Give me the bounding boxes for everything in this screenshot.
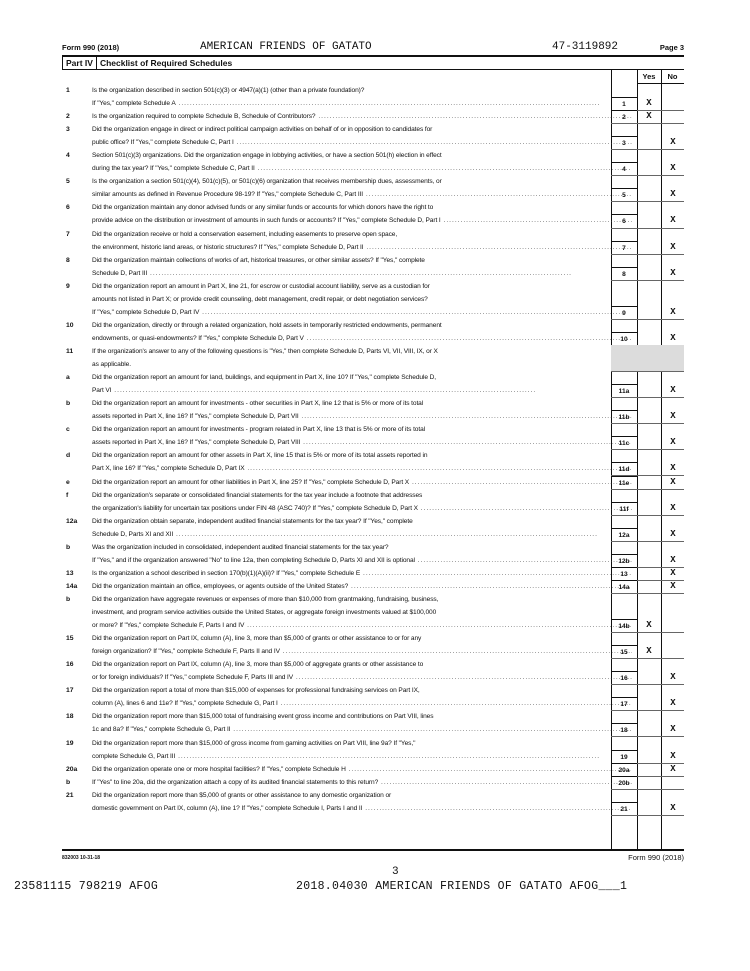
question-line: Part X, line 16? If "Yes," complete Schedule D, Part IX .....: [92, 462, 632, 475]
question-line: Did the organization report an amount for land, buildings, and equipment in Part X, line 10? If "Yes," complete Schedule D,: [92, 374, 437, 382]
checklist-row: [62, 254, 684, 280]
question-line: Section 501(c)(3) organizations. Did the organization engage in lobbying activities, or have a section 501(h) election in effect: [92, 152, 442, 160]
question-line: Did the organization report an amount for investments - program related in Part X, line 13 that is 5% or more of its total: [92, 426, 426, 434]
question-text: [92, 789, 632, 815]
question-line: column (A), lines 6 and 11e? If "Yes," complete Schedule G, Part I .....: [92, 697, 632, 710]
part-heading: [62, 56, 232, 68]
checklist-row: [62, 632, 684, 658]
line-code: 7: [611, 241, 637, 255]
no-checkbox[interactable]: X: [670, 241, 676, 252]
checklist-row: [62, 319, 684, 345]
question-text: [92, 541, 632, 567]
line-code: 8: [611, 267, 637, 281]
question-line: Did the organization report an amount for other assets in Part X, line 15 that is 5% or more of its total assets reported in: [92, 452, 428, 460]
question-line: amounts not listed in Part X; or provide credit counseling, debt management, credit repair, or debt negotiation services?: [92, 295, 428, 303]
question-text: [92, 280, 632, 319]
checklist-row: [62, 423, 684, 449]
question-line: foreign organization? If "Yes," complete Schedule F, Parts II and IV .....: [92, 645, 632, 658]
checklist-row: [62, 149, 684, 175]
question-text: [92, 149, 632, 175]
question-line: Schedule D, Parts XI and XII .....: [92, 528, 632, 541]
line-number: d: [66, 452, 71, 460]
question-line: Did the organization obtain separate, independent audited financial statements for the tax year? If "Yes," complete: [92, 517, 413, 525]
checklist-row: [62, 684, 684, 710]
line-code: 11f: [611, 502, 637, 516]
organization-name: AMERICAN FRIENDS OF GATATO: [200, 41, 372, 53]
line-code: 11a: [611, 384, 637, 398]
question-line: Did the organization engage in direct or indirect political campaign activities on behalf of or in opposition to candidates for: [92, 126, 433, 134]
question-text: [92, 684, 632, 710]
checklist-row: [62, 110, 684, 123]
ein: 47-3119892: [552, 41, 619, 53]
no-checkbox[interactable]: X: [670, 332, 676, 343]
question-line: Did the organization report more than $15,000 total of fundraising event gross income and contributions on Part VIII, lines: [92, 713, 434, 721]
no-checkbox[interactable]: X: [670, 554, 676, 565]
yes-checkbox[interactable]: X: [646, 620, 652, 631]
checklist-row: [62, 789, 684, 815]
line-number: b: [66, 543, 71, 551]
line-number: e: [66, 478, 70, 486]
question-line: Did the organization report on Part IX, column (A), line 3, more than $5,000 of aggregate grants or other assistance to: [92, 661, 424, 669]
question-line: or more? If "Yes," complete Schedule F, Parts I and IV .....: [92, 619, 632, 632]
checklist-row: [62, 737, 684, 763]
no-checkbox[interactable]: X: [670, 802, 676, 813]
line-code: 17: [611, 697, 637, 711]
part-rule: [62, 69, 684, 70]
line-code: 19: [611, 750, 637, 764]
question-line: endowments, or quasi-endowments? If "Yes," complete Schedule D, Part V .....: [92, 332, 632, 345]
question-line: If "Yes," complete Schedule A .....: [92, 97, 632, 110]
question-line: Did the organization maintain an office, employees, or agents outside of the United States? .....: [92, 580, 632, 593]
no-checkbox[interactable]: X: [670, 476, 676, 487]
question-line: provide advice on the distribution or investment of amounts in such funds or accounts? If "Yes," complete Schedule D, Part I .....: [92, 214, 632, 227]
no-header: No: [667, 72, 678, 81]
question-line: Did the organization maintain any donor advised funds or any similar funds or accounts for which donors have the right to: [92, 204, 434, 212]
line-number: 4: [66, 152, 70, 160]
no-checkbox[interactable]: X: [670, 698, 676, 709]
checklist-row: [62, 397, 684, 423]
no-checkbox[interactable]: X: [670, 750, 676, 761]
line-code: 20b: [611, 776, 637, 790]
question-line: If "Yes" to line 20a, did the organization attach a copy of its audited financial statements to this return? .....: [92, 776, 632, 789]
question-line: If "Yes," complete Schedule D, Part IV .....: [92, 306, 632, 319]
line-number: 6: [66, 204, 70, 212]
checklist-row: [62, 593, 684, 632]
question-line: Did the organization's separate or consolidated financial statements for the tax year include a footnote that addresses: [92, 491, 423, 499]
no-checkbox[interactable]: X: [670, 215, 676, 226]
part-label: Part IV: [62, 56, 97, 70]
no-checkbox[interactable]: X: [670, 580, 676, 591]
line-code: 14a: [611, 580, 637, 594]
question-text: [92, 345, 632, 371]
line-code: 11e: [611, 476, 637, 490]
line-number: 10: [66, 321, 74, 329]
bottom-right-id: 2018.04030 AMERICAN FRIENDS OF GATATO AFOG___1: [296, 880, 628, 893]
question-text: [92, 710, 632, 736]
line-code: 13: [611, 567, 637, 581]
question-line: Was the organization included in consolidated, independent audited financial statements for the tax year?: [92, 543, 389, 551]
no-checkbox[interactable]: X: [670, 137, 676, 148]
checklist-row: [62, 201, 684, 227]
line-number: 16: [66, 661, 74, 669]
checklist-row: [62, 776, 684, 789]
page-header: [62, 41, 684, 55]
question-line: the organization's liability for uncertain tax positions under FIN 48 (ASC 740)? If "Yes," complete Schedule D, Part X .....: [92, 502, 632, 515]
question-text: [92, 201, 632, 227]
footer-code: 832003 10-31-18: [62, 855, 101, 861]
question-line: If the organization's answer to any of the following questions is "Yes," then complete Schedule D, Parts VI, VII, VIII, IX, or X: [92, 348, 438, 355]
question-text: [92, 737, 632, 763]
no-checkbox[interactable]: X: [670, 411, 676, 422]
shaded-cell: [611, 345, 684, 371]
question-line: Did the organization, directly or through a related organization, hold assets in temporarily restricted endowments, permanent: [92, 321, 442, 329]
line-code: 16: [611, 671, 637, 685]
checklist-row: [62, 515, 684, 541]
line-code: 12a: [611, 528, 637, 542]
line-code: 11b: [611, 410, 637, 424]
page-number: 3: [392, 866, 399, 878]
line-code: 3: [611, 136, 637, 150]
checklist-row: [62, 175, 684, 201]
question-line: Is the organization described in section 501(c)(3) or 4947(a)(1) (other than a private foundation)?: [92, 87, 365, 94]
line-code: 1: [611, 97, 637, 111]
checklist-row: [62, 228, 684, 254]
question-text: [92, 254, 632, 280]
checklist-row: [62, 541, 684, 567]
question-text: [92, 632, 632, 658]
line-number: 3: [66, 126, 70, 134]
question-line: Did the organization report more than $15,000 of gross income from gaming activities on Part VIII, line 9a? If "Yes,": [92, 739, 416, 747]
question-text: [92, 776, 632, 789]
yes-checkbox[interactable]: X: [646, 646, 652, 657]
no-checkbox[interactable]: X: [670, 672, 676, 683]
line-number: b: [66, 778, 71, 786]
checklist-row: [62, 658, 684, 684]
checklist-row: [62, 567, 684, 580]
checklist-row: [62, 710, 684, 736]
no-checkbox[interactable]: X: [670, 463, 676, 474]
question-line: investment, and program service activities outside the United States, or aggregate foreign investments valued at $100,000: [92, 608, 437, 616]
line-number: 12a: [66, 517, 78, 525]
question-line: Is the organization a school described in section 170(b)(1)(A)(ii)? If "Yes," complete Schedule E .....: [92, 567, 632, 580]
line-number: b: [66, 595, 71, 603]
line-code: 9: [611, 306, 637, 320]
question-line: Is the organization a section 501(c)(4), 501(c)(5), or 501(c)(6) organization that receives membership dues, assessments, or: [92, 178, 442, 186]
no-checkbox[interactable]: X: [670, 437, 676, 448]
yes-header: Yes: [642, 72, 656, 81]
footer-form: Form 990 (2018): [628, 853, 684, 862]
no-checkbox[interactable]: X: [670, 267, 676, 278]
line-code: 21: [611, 802, 637, 816]
line-code: 15: [611, 645, 637, 659]
question-line: domestic government on Part IX, column (A), line 1? If "Yes," complete Schedule I, Parts I and II .....: [92, 802, 632, 815]
line-code: 20a: [611, 763, 637, 777]
question-text: [92, 123, 632, 149]
yes-checkbox[interactable]: X: [646, 98, 652, 109]
question-line: Did the organization report an amount in Part X, line 21, for escrow or custodial account liability, serve as a custodian for: [92, 282, 430, 290]
yes-checkbox[interactable]: X: [646, 111, 652, 122]
no-checkbox[interactable]: X: [670, 163, 676, 174]
no-checkbox[interactable]: X: [670, 189, 676, 200]
line-code: 5: [611, 188, 637, 202]
line-number: 7: [66, 230, 70, 238]
question-line: Did the organization report a total of more than $15,000 of expenses for professional fundraising services on Part IX,: [92, 687, 420, 695]
no-checkbox[interactable]: X: [670, 724, 676, 735]
question-line: assets reported in Part X, line 16? If "Yes," complete Schedule D, Part VII .....: [92, 410, 632, 423]
line-code: 2: [611, 110, 637, 124]
line-code: 4: [611, 162, 637, 176]
line-number: 15: [66, 635, 74, 643]
question-text: [92, 371, 632, 397]
no-checkbox[interactable]: X: [670, 502, 676, 513]
question-line: assets reported in Part X, line 16? If "Yes," complete Schedule D, Part VIII .....: [92, 436, 632, 449]
line-number: c: [66, 426, 70, 434]
question-text: [92, 449, 632, 475]
question-line: complete Schedule G, Part III .....: [92, 750, 632, 763]
checklist-row: [62, 345, 684, 371]
line-number: 9: [66, 282, 70, 290]
question-text: [92, 228, 632, 254]
question-line: during the tax year? If "Yes," complete Schedule C, Part II .....: [92, 162, 632, 175]
question-text: [92, 423, 632, 449]
checklist-row: [62, 449, 684, 475]
checklist-row: [62, 763, 684, 776]
form-label: Form 990 (2018): [62, 43, 120, 52]
question-text: [92, 397, 632, 423]
part-title: Checklist of Required Schedules: [99, 58, 233, 68]
question-line: similar amounts as defined in Revenue Procedure 98-19? If "Yes," complete Schedule C, Part III .....: [92, 188, 632, 201]
question-line: Part VI .....: [92, 384, 632, 397]
line-number: 14a: [66, 582, 78, 590]
line-number: f: [66, 491, 69, 499]
line-number: 1: [66, 87, 70, 94]
checklist-row: [62, 371, 684, 397]
question-line: the environment, historic land areas, or historic structures? If "Yes," complete Schedule D, Part II .....: [92, 241, 632, 254]
line-number: b: [66, 400, 71, 408]
line-code: 12b: [611, 554, 637, 568]
bottom-left-id: 23581115 798219 AFOG: [14, 880, 159, 893]
question-text: [92, 515, 632, 541]
question-line: Did the organization report more than $5,000 of grants or other assistance to any domestic organization or: [92, 791, 392, 799]
page-label: Page 3: [659, 43, 684, 52]
question-line: Is the organization required to complete Schedule B, Schedule of Contributors? .....: [92, 110, 632, 123]
question-line: Did the organization report on Part IX, column (A), line 3, more than $5,000 of grants or other assistance to or for any: [92, 635, 422, 643]
no-checkbox[interactable]: X: [670, 567, 676, 578]
line-number: 19: [66, 739, 74, 747]
line-code: 11d: [611, 462, 637, 476]
line-code: 11c: [611, 436, 637, 450]
line-code: 18: [611, 723, 637, 737]
question-line: Did the organization operate one or more hospital facilities? If "Yes," complete Schedule H .....: [92, 763, 632, 776]
no-checkbox[interactable]: X: [670, 763, 676, 774]
question-line: Did the organization report an amount for investments - other securities in Part X, line 12 that is 5% or more of its total: [92, 400, 424, 408]
question-text: [92, 84, 632, 110]
line-number: 18: [66, 713, 74, 721]
row-rule: [611, 815, 684, 816]
question-text: [92, 593, 632, 632]
checklist-row: [62, 123, 684, 149]
line-number: 5: [66, 178, 70, 186]
line-code: 6: [611, 214, 637, 228]
checklist-row: [62, 84, 684, 110]
question-text: [92, 567, 632, 580]
checklist-row: [62, 280, 684, 319]
no-checkbox[interactable]: X: [670, 528, 676, 539]
question-text: [92, 763, 632, 776]
question-line: Did the organization have aggregate revenues or expenses of more than $10,000 from grantmaking, fundraising, business,: [92, 595, 439, 603]
checklist-row: [62, 580, 684, 593]
question-text: [92, 110, 632, 123]
line-number: 11: [66, 348, 74, 355]
no-checkbox[interactable]: X: [670, 385, 676, 396]
footer-rule: [62, 849, 684, 851]
question-line: or for foreign individuals? If "Yes," complete Schedule F, Parts III and IV .....: [92, 671, 632, 684]
question-text: [92, 580, 632, 593]
line-number: 17: [66, 687, 74, 695]
line-code: 14b: [611, 619, 637, 633]
question-line: Schedule D, Part III .....: [92, 267, 632, 280]
line-number: 21: [66, 791, 74, 799]
checklist-row: [62, 489, 684, 515]
checklist-row: [62, 476, 684, 489]
question-text: [92, 319, 632, 345]
line-number: 8: [66, 256, 70, 264]
question-line: Did the organization receive or hold a conservation easement, including easements to preserve open space,: [92, 230, 398, 238]
question-line: as applicable.: [92, 361, 131, 368]
line-number: 20a: [66, 765, 78, 773]
question-text: [92, 658, 632, 684]
question-text: [92, 476, 632, 489]
question-text: [92, 175, 632, 201]
question-line: Did the organization maintain collections of works of art, historical treasures, or other similar assets? If "Yes," complete: [92, 256, 425, 264]
line-number: 2: [66, 113, 70, 121]
line-code: 10: [611, 332, 637, 346]
question-line: 1c and 8a? If "Yes," complete Schedule G, Part II .....: [92, 723, 632, 736]
question-line: public office? If "Yes," complete Schedule C, Part I .....: [92, 136, 632, 149]
line-number: 13: [66, 569, 74, 577]
question-text: [92, 489, 632, 515]
question-line: If "Yes," and if the organization answered "No" to line 12a, then completing Schedule D, Parts XI and XII is optional .....: [92, 554, 632, 567]
no-checkbox[interactable]: X: [670, 306, 676, 317]
question-line: Did the organization report an amount for other liabilities in Part X, line 25? If "Yes," complete Schedule D, Part X .....: [92, 476, 632, 489]
line-number: a: [66, 374, 70, 382]
